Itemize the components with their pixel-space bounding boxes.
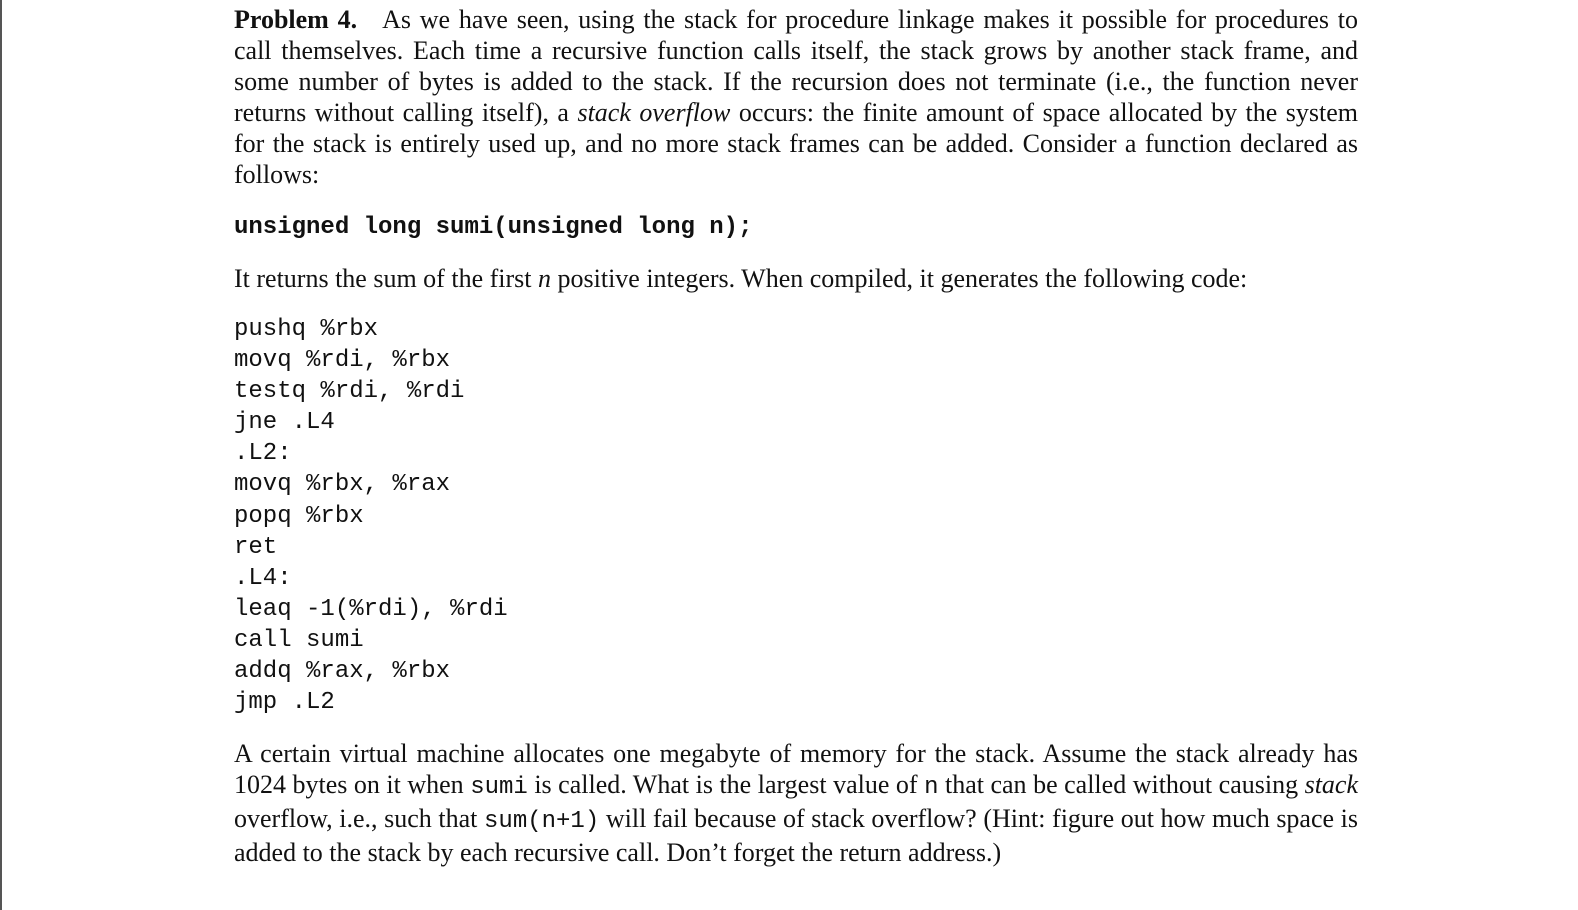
problem-document [234, 4, 1358, 868]
returns-paragraph [234, 263, 1358, 294]
code-line: ret [234, 533, 278, 561]
intro-text-continued: occurs: the finite amount of space allocated by the system for the stack is entirely used up, and no more stack frames can be added. Consider a function declared as follows: [234, 98, 1359, 189]
code-line: .L2: [234, 440, 292, 468]
returns-text-2: positive integers. When compiled, it generates the following code: [557, 264, 1248, 293]
question-emphasis: stack [1304, 770, 1359, 800]
function-declaration: unsigned long sumi(unsigned long n); [234, 214, 753, 241]
code-line: jne .L4 [234, 409, 335, 437]
code-line: testq %rdi, %rdi [234, 378, 465, 406]
question-code-sumi: sumi [470, 774, 528, 802]
code-line: movq %rbx, %rax [234, 471, 451, 499]
question-code-n: n [924, 774, 939, 802]
question-text-5: will fail because of stack overflow? (Hint: figure out how much space is added to the stack by each recursive call. Don’t forget the return address.) [234, 804, 1359, 868]
problem-intro-paragraph [234, 4, 1358, 190]
intro-text: As we have seen, using the stack for procedure linkage makes it possible for procedures to call themselves. Each time a recursive function calls itself, the stack grows by another stack frame, and some number of bytes is added to the stack. If the recursion does not terminate (i.e., the function never returns without calling itself), a [234, 5, 1358, 127]
question-code-sum: sum(n+1) [484, 808, 600, 836]
question-paragraph [234, 738, 1358, 868]
assembly-code-block [234, 314, 1358, 718]
returns-text-1: It returns the sum of the first [234, 264, 532, 293]
returns-variable: n [538, 264, 551, 293]
code-line: .L4: [234, 564, 292, 592]
question-text-1: A certain virtual machine allocates one megabyte of memory for the stack. Assume the stack already has 1024 bytes on it when [234, 739, 1358, 800]
code-line: jmp .L2 [234, 689, 335, 717]
page-left-border [0, 0, 2, 910]
question-text-3: that can be called without causing [944, 770, 1299, 800]
code-line: pushq %rbx [234, 316, 379, 343]
code-line: popq %rbx [234, 502, 364, 530]
code-line: call sumi [234, 626, 364, 654]
code-line: addq %rax, %rbx [234, 658, 451, 686]
question-text-4: overflow, i.e., such that [234, 804, 478, 834]
code-line: leaq -1(%rdi), %rdi [234, 595, 508, 623]
problem-heading: Problem 4. [234, 5, 358, 34]
intro-emphasis: stack overflow [577, 98, 731, 127]
question-text-2: is called. What is the largest value of [534, 770, 918, 800]
code-line: movq %rdi, %rbx [234, 347, 451, 375]
